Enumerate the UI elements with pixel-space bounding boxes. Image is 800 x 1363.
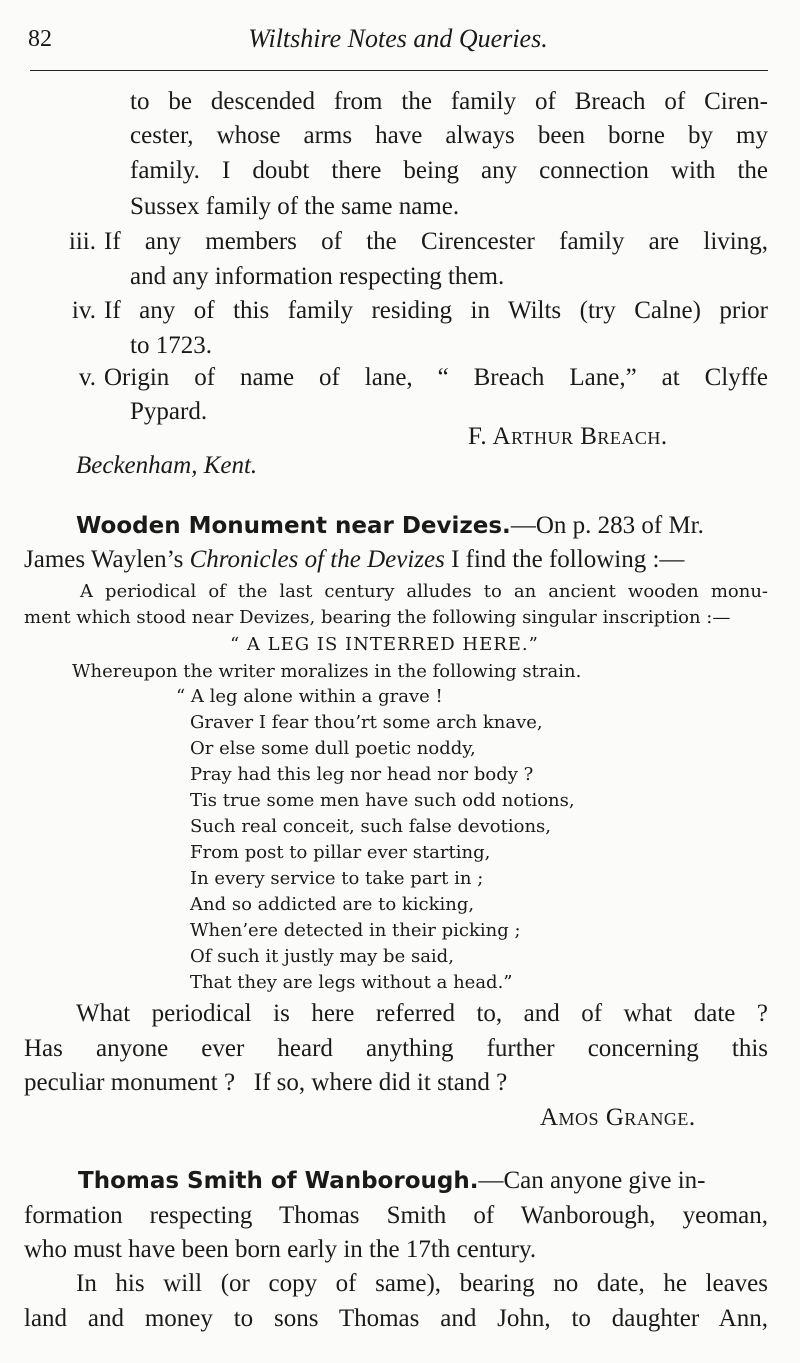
poem-line: Tis true some men have such odd notions, <box>190 790 575 811</box>
body-line: formation respecting Thomas Smith of Wanborough, yeoman, <box>24 1202 768 1229</box>
poem-line: “ A leg alone within a grave ! <box>176 686 443 707</box>
signature-grange: Amos Grange. <box>540 1104 696 1131</box>
item-line: and any information respecting them. <box>130 263 505 290</box>
item-number: v. <box>78 364 96 391</box>
heading-rest: —On p. 283 of Mr. <box>510 512 704 539</box>
citation-text: James Waylen’s <box>24 546 190 573</box>
poem-line: Graver I fear thou’rt some arch knave, <box>190 712 543 733</box>
body-line: What periodical is here referred to, and of what date ? <box>76 1000 768 1027</box>
body-line: Has anyone ever heard anything further concerning this <box>24 1035 768 1062</box>
body-line: In his will (or copy of same), bearing no date, he leaves <box>76 1270 768 1297</box>
poem-line: Of such it justly may be said, <box>190 946 454 967</box>
page-number: 82 <box>28 26 52 52</box>
page-header <box>28 22 768 62</box>
poem-line: Pray had this leg nor head nor body ? <box>190 764 534 785</box>
intro-line-1: to be descended from the family of Breach of Ciren- <box>130 88 768 115</box>
inscription: “ A LEG IS INTERRED HERE.” <box>230 634 539 655</box>
poem-line: In every service to take part in ; <box>190 868 484 889</box>
intro-line-2: cester, whose arms have always been borne by my <box>130 122 768 149</box>
citation-text-end: I find the following :— <box>444 546 685 573</box>
poem-line: That they are legs without a head.” <box>190 972 513 993</box>
running-title: Wiltshire Notes and Queries. <box>248 24 548 53</box>
poem-line: Such real conceit, such false devotions, <box>190 816 552 837</box>
item-number: iii. <box>68 228 96 255</box>
item-line: to 1723. <box>130 332 212 359</box>
body-line: land and money to sons Thomas and John, to daughter Ann, <box>24 1305 768 1332</box>
item-line: Origin of name of lane, “ Breach Lane,” at Clyffe <box>104 364 768 391</box>
poem-line: Or else some dull poetic noddy, <box>190 738 476 759</box>
poem-line: From post to pillar ever starting, <box>190 842 491 863</box>
poem-line: When’ere detected in their picking ; <box>190 920 521 941</box>
body-line: peculiar monument ? If so, where did it stand ? <box>24 1069 508 1096</box>
section-heading-wooden-monument: Wooden Monument near Devizes. <box>76 513 511 539</box>
section-heading-line <box>76 512 768 540</box>
section-heading-thomas-smith: Thomas Smith of Wanborough. <box>78 1168 479 1194</box>
header-rule <box>30 70 768 71</box>
item-line: Pypard. <box>130 398 208 425</box>
quote-line: A periodical of the last century alludes to an ancient wooden monu- <box>80 581 768 602</box>
item-number: iv. <box>71 297 96 324</box>
place-beckenham: Beckenham, Kent. <box>76 452 258 479</box>
item-line: If any members of the Cirencester family are living, <box>104 228 768 255</box>
heading-rest: —Can anyone give in- <box>478 1167 706 1194</box>
signature-breach: F. Arthur Breach. <box>468 423 668 450</box>
poem-line: And so addicted are to kicking, <box>190 894 475 915</box>
intro-line-4: Sussex family of the same name. <box>130 193 460 220</box>
intro-line-3: family. I doubt there being any connection with the <box>130 157 768 184</box>
book-title: Chronicles of the Devizes <box>189 546 445 573</box>
quote-line: Whereupon the writer moralizes in the following strain. <box>72 661 582 682</box>
body-line: who must have been born early in the 17th century. <box>24 1236 537 1263</box>
item-line: If any of this family residing in Wilts (try Calne) prior <box>104 297 768 324</box>
section-heading-line <box>78 1167 706 1195</box>
citation-line <box>24 546 684 574</box>
quote-line: ment which stood near Devizes, bearing the following singular inscription :— <box>24 607 731 628</box>
